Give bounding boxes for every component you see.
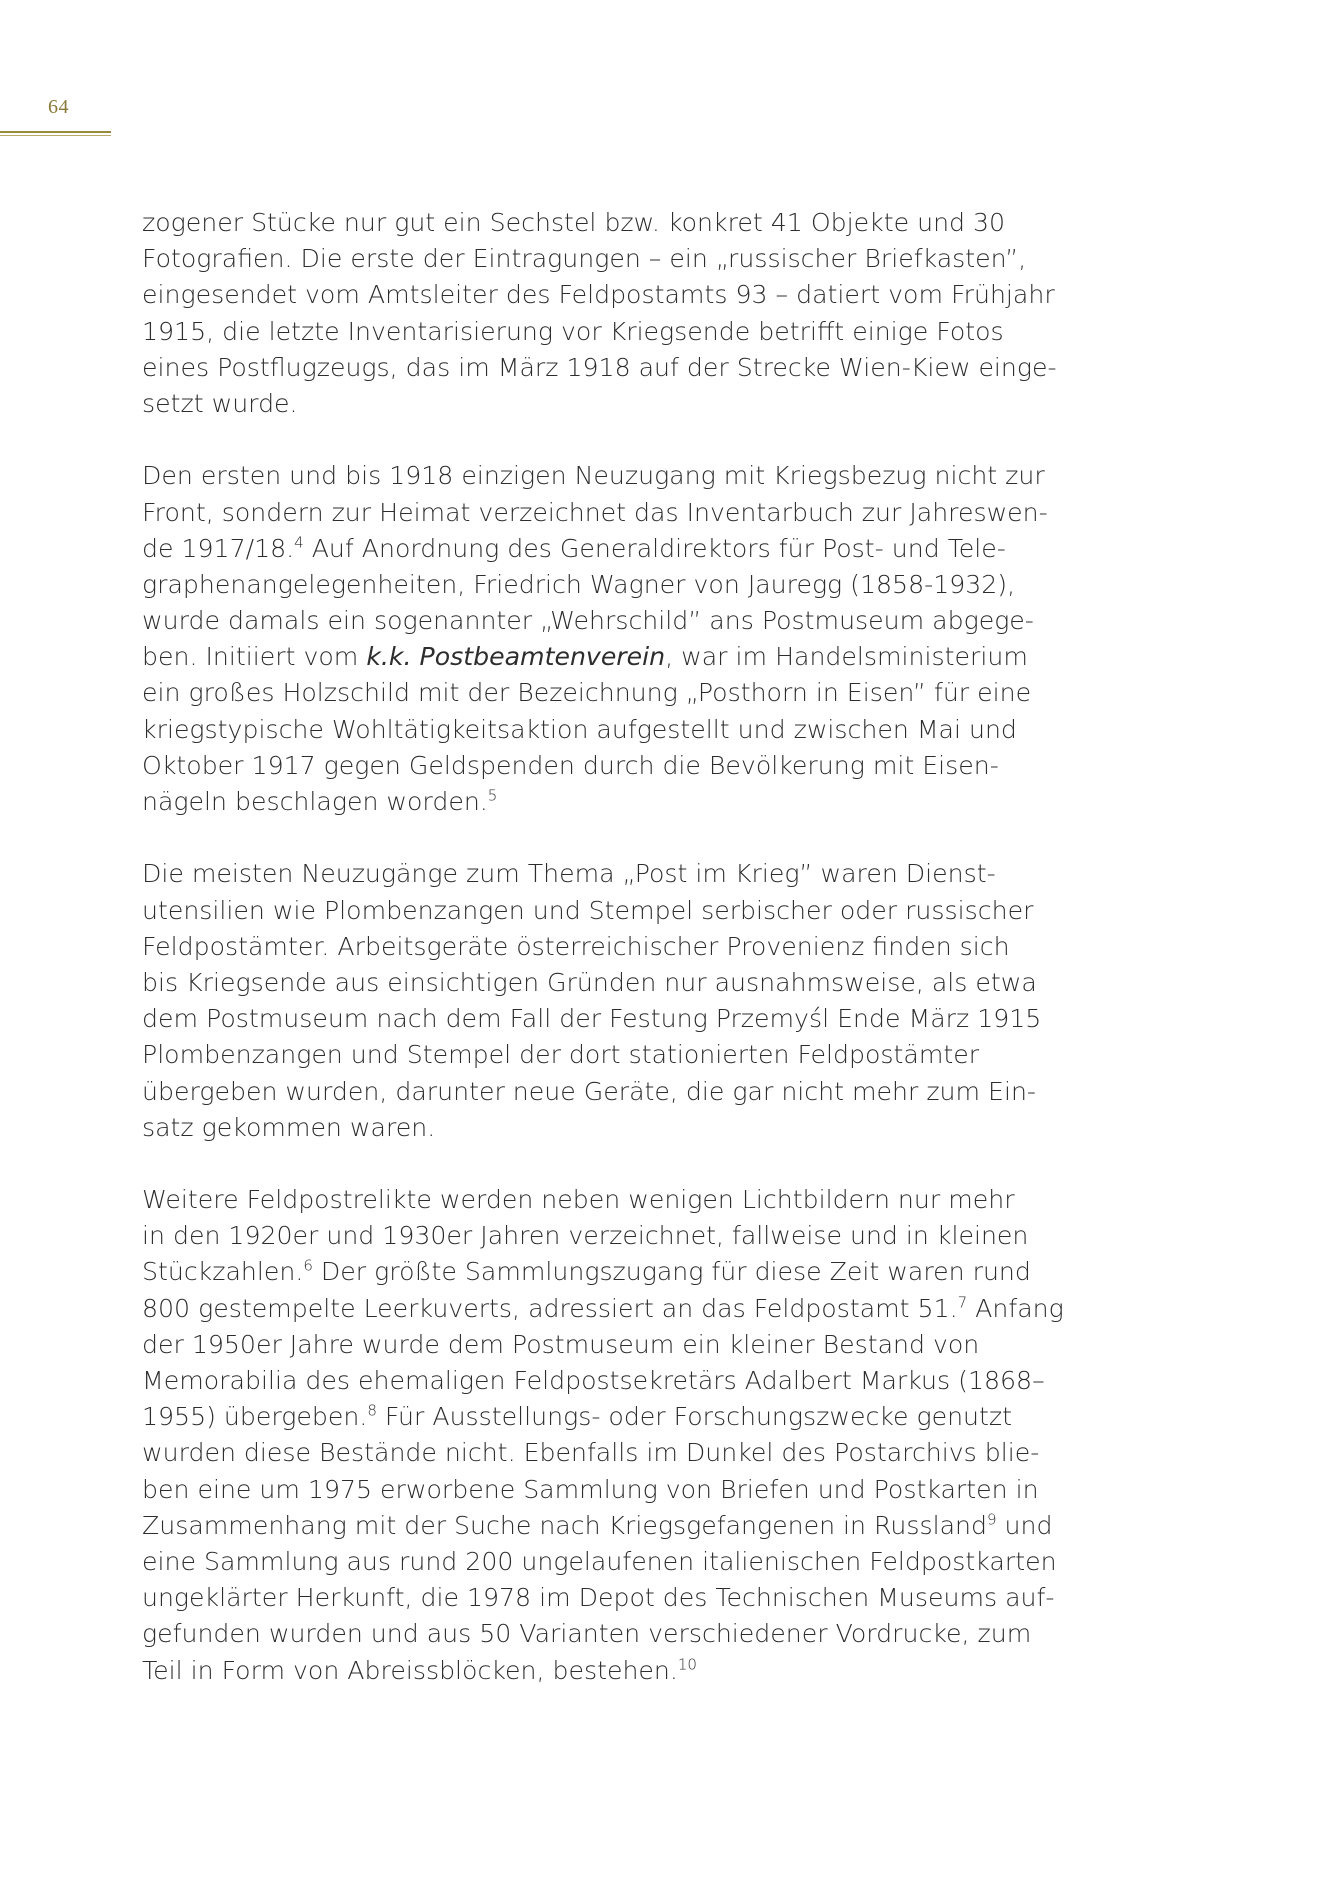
text-line: setzt wurde.	[142, 388, 298, 418]
text-line: in den 1920er und 1930er Jahren verzeichnet, fallweise und in kleinen	[142, 1221, 1029, 1251]
text-line: zogener Stücke nur gut ein Sechstel bzw. konkret 41 Objekte und 30	[142, 208, 1006, 237]
page-number: 64	[48, 96, 69, 118]
text-line: Plombenzangen und Stempel der dort stationierten Feldpostämter	[142, 1040, 980, 1070]
text-run: Teil in Form von Abreissblöcken, bestehen.	[142, 1655, 678, 1685]
footnote-ref[interactable]: 9	[987, 1510, 997, 1529]
text-line: satz gekommen waren.	[142, 1112, 436, 1142]
body-text	[142, 205, 1064, 1689]
text-line: ben eine um 1975 erworbene Sammlung von Briefen und Postkarten in	[142, 1474, 1039, 1504]
text-run: Anfang	[967, 1293, 1064, 1323]
footnote-ref[interactable]: 5	[487, 786, 498, 805]
text-line: eingesendet vom Amtsleiter des Feldpostamts 93 – datiert vom Frühjahr	[142, 280, 1055, 310]
footnote-ref[interactable]: 7	[957, 1293, 968, 1312]
text-run: , war im Handelsministerium	[665, 642, 1028, 672]
header-rule-thin	[0, 135, 111, 136]
text-run: 800 gestempelte Leerkuverts, adressiert an das Feldpostamt 51.	[142, 1293, 958, 1323]
text-run: Zusammenhang mit der Suche nach Kriegsgefangenen in Russland	[142, 1510, 987, 1540]
text-line	[142, 1399, 1032, 1435]
text-run: und	[996, 1510, 1053, 1540]
text-line: übergeben wurden, darunter neue Geräte, die gar nicht mehr zum Ein-	[142, 1076, 1037, 1106]
text-line: graphenangelegenheiten, Friedrich Wagner von Jauregg (1858-1932),	[142, 569, 1016, 599]
text-line: Front, sondern zur Heimat verzeichnet das Inventarbuch zur Jahreswen-	[142, 497, 1048, 527]
text-line	[142, 1254, 1032, 1290]
text-run: nägeln beschlagen worden.	[142, 787, 488, 816]
text-line: Oktober 1917 gegen Geldspenden durch die Bevölkerung mit Eisen-	[142, 750, 999, 780]
text-line: Fotografien. Die erste der Eintragungen – ein „russischer Briefkasten”,	[142, 244, 1027, 274]
text-run: Auf Anordnung des Generaldirektors für Post- und Tele-	[303, 533, 1006, 563]
text-line	[142, 1291, 1064, 1327]
text-line: gefunden wurden und aus 50 Varianten verschiedener Vordrucke, zum	[142, 1619, 1032, 1649]
text-line: ungeklärter Herkunft, die 1978 im Depot des Technischen Museums auf-	[142, 1583, 1055, 1613]
text-line: bis Kriegsende aus einsichtigen Gründen nur ausnahmsweise, als etwa	[142, 967, 1037, 997]
text-line	[142, 531, 1032, 567]
text-line	[142, 1653, 1032, 1689]
text-line: Memorabilia des ehemaligen Feldpostsekretärs Adalbert Markus (1868–	[142, 1366, 1045, 1395]
text-line: wurden diese Bestände nicht. Ebenfalls im Dunkel des Postarchivs blie-	[142, 1438, 1040, 1468]
footnote-ref[interactable]: 10	[677, 1655, 697, 1674]
text-line	[142, 784, 1032, 820]
text-run: Stückzahlen.	[142, 1257, 304, 1287]
italic-text: k.k. Postbeamtenverein	[366, 642, 666, 672]
text-line	[142, 639, 1032, 675]
text-run: ben. Initiiert vom	[142, 642, 367, 672]
text-run: Der größte Sammlungszugang für diese Zeit waren rund	[312, 1257, 1031, 1287]
text-line: wurde damals ein sogenannter „Wehrschild” ans Postmuseum abgege-	[142, 606, 1034, 636]
footnote-ref[interactable]: 6	[303, 1257, 313, 1276]
text-run: de 1917/18.	[142, 533, 295, 563]
text-line: Feldpostämter. Arbeitsgeräte österreichischer Provenienz finden sich	[142, 931, 1010, 961]
text-line: eines Postflugzeugs, das im März 1918 auf der Strecke Wien-Kiew einge-	[142, 352, 1057, 382]
paragraph-2	[142, 458, 1048, 820]
text-run: Für Ausstellungs- oder Forschungszwecke genutzt	[376, 1402, 1012, 1432]
text-run: 1955) übergeben.	[142, 1402, 368, 1432]
paragraph-1	[142, 205, 1057, 422]
text-line: Die meisten Neuzugänge zum Thema „Post im Krieg” waren Dienst-	[142, 859, 996, 889]
text-line: Weitere Feldpostrelikte werden neben wenigen Lichtbildern nur mehr	[142, 1185, 1015, 1215]
paragraph-3	[142, 856, 1042, 1146]
header-rule	[0, 131, 111, 133]
text-line: ein großes Holzschild mit der Bezeichnung „Posthorn in Eisen” für eine	[142, 678, 1032, 708]
text-line: kriegstypische Wohltätigkeitsaktion aufgestellt und zwischen Mai und	[142, 714, 1017, 744]
text-line: 1915, die letzte Inventarisierung vor Kriegsende betrifft einige Fotos	[142, 316, 1004, 346]
text-line: dem Postmuseum nach dem Fall der Festung Przemyśl Ende März 1915	[142, 1004, 1042, 1034]
paragraph-4	[142, 1182, 1064, 1689]
footnote-ref[interactable]: 4	[294, 533, 304, 552]
text-line: Den ersten und bis 1918 einzigen Neuzugang mit Kriegsbezug nicht zur	[142, 461, 1045, 491]
text-line	[142, 1508, 1053, 1544]
text-line: utensilien wie Plombenzangen und Stempel serbischer oder russischer	[142, 895, 1034, 925]
footnote-ref[interactable]: 8	[367, 1401, 377, 1420]
text-line: eine Sammlung aus rund 200 ungelaufenen italienischen Feldpostkarten	[142, 1546, 1057, 1576]
text-line: der 1950er Jahre wurde dem Postmuseum ein kleiner Bestand von	[142, 1329, 980, 1359]
